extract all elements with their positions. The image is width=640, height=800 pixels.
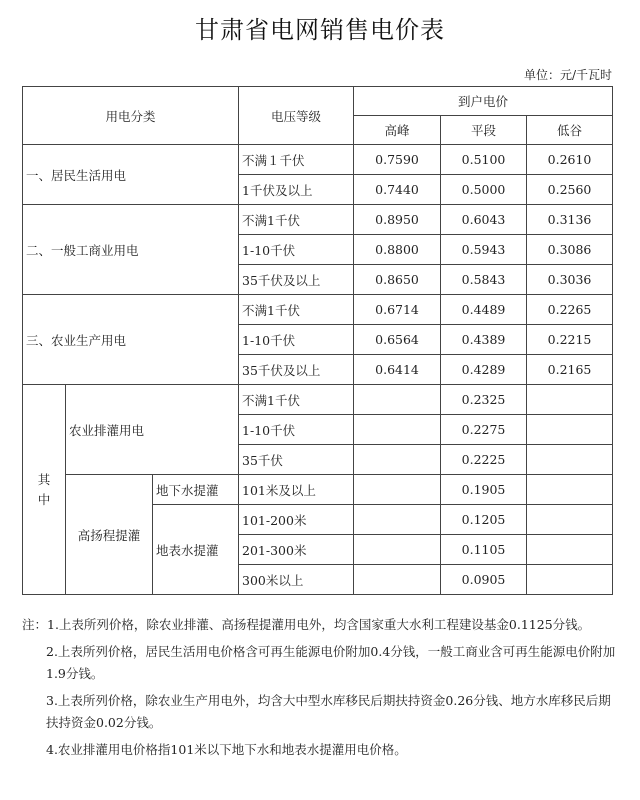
empty-cell: [527, 445, 613, 475]
header-peak: 高峰: [354, 116, 441, 145]
empty-cell: [527, 415, 613, 445]
flat-price-cell: 0.0905: [441, 565, 527, 595]
table-row: [23, 145, 613, 175]
header-category: 用电分类: [23, 87, 239, 145]
voltage-cell: 不满１千伏: [239, 145, 354, 175]
valley-price-cell: 0.2610: [527, 145, 613, 175]
irrigation-category-cell: 农业排灌用电: [66, 385, 239, 475]
header-price-group: 到户电价: [354, 87, 613, 116]
empty-cell: [354, 415, 441, 445]
price-table: [22, 86, 613, 595]
surface-subcategory-cell: 地表水提灌: [153, 505, 239, 595]
empty-cell: [527, 505, 613, 535]
empty-cell: [354, 505, 441, 535]
note-item: 注：1.上表所列价格，除农业排灌、高扬程提灌用电外，均含国家重大水利工程建设基金0.1125分钱。: [22, 617, 591, 632]
flat-price-cell: 0.4389: [441, 325, 527, 355]
table-row: [23, 385, 613, 415]
flat-price-cell: 0.5943: [441, 235, 527, 265]
flat-price-cell: 0.5000: [441, 175, 527, 205]
note-item: 4.农业排灌用电价格指101米以下地下水和地表水提灌用电价格。: [46, 742, 407, 757]
voltage-cell: 101米及以上: [239, 475, 354, 505]
flat-price-cell: 0.2225: [441, 445, 527, 475]
voltage-cell: 1-10千伏: [239, 415, 354, 445]
header-flat: 平段: [441, 116, 527, 145]
table-row: [23, 475, 613, 505]
valley-price-cell: 0.2165: [527, 355, 613, 385]
empty-cell: [527, 565, 613, 595]
note-item: 2.上表所列价格，居民生活用电价格含可再生能源电价附加0.4分钱，一般工商业含可再生能源电价附加1.9分钱。: [46, 644, 616, 681]
voltage-cell: 300米以上: [239, 565, 354, 595]
empty-cell: [527, 475, 613, 505]
valley-price-cell: 0.2265: [527, 295, 613, 325]
flat-price-cell: 0.4489: [441, 295, 527, 325]
peak-price-cell: 0.6414: [354, 355, 441, 385]
voltage-cell: 35千伏: [239, 445, 354, 475]
voltage-cell: 35千伏及以上: [239, 265, 354, 295]
qizhong-label-cell: [23, 385, 66, 595]
empty-cell: [354, 535, 441, 565]
category-cell: 三、农业生产用电: [23, 295, 239, 385]
voltage-cell: 35千伏及以上: [239, 355, 354, 385]
flat-price-cell: 0.1205: [441, 505, 527, 535]
flat-price-cell: 0.6043: [441, 205, 527, 235]
high-lift-category-cell: 高扬程提灌: [66, 475, 153, 595]
flat-price-cell: 0.2275: [441, 415, 527, 445]
qizhong-char: 中: [37, 491, 51, 507]
flat-price-cell: 0.5843: [441, 265, 527, 295]
category-cell: 一、居民生活用电: [23, 145, 239, 205]
empty-cell: [354, 385, 441, 415]
peak-price-cell: 0.6564: [354, 325, 441, 355]
voltage-cell: 不满1千伏: [239, 385, 354, 415]
voltage-cell: 1-10千伏: [239, 235, 354, 265]
empty-cell: [527, 385, 613, 415]
page-title: 甘肃省电网销售电价表: [195, 16, 445, 44]
voltage-cell: 不满1千伏: [239, 205, 354, 235]
valley-price-cell: 0.3136: [527, 205, 613, 235]
groundwater-subcategory-cell: 地下水提灌: [153, 475, 239, 505]
category-cell: 二、一般工商业用电: [23, 205, 239, 295]
empty-cell: [527, 535, 613, 565]
voltage-cell: 不满1千伏: [239, 295, 354, 325]
peak-price-cell: 0.8800: [354, 235, 441, 265]
notes-section: [22, 614, 618, 766]
note-item: 3.上表所列价格，除农业生产用电外，均含大中型水库移民后期扶持资金0.26分钱、地方水库移民后期扶持资金0.02分钱。: [46, 693, 611, 730]
flat-price-cell: 0.1105: [441, 535, 527, 565]
header-row: [23, 87, 613, 116]
voltage-cell: 201-300米: [239, 535, 354, 565]
valley-price-cell: 0.3036: [527, 265, 613, 295]
flat-price-cell: 0.4289: [441, 355, 527, 385]
peak-price-cell: 0.8950: [354, 205, 441, 235]
empty-cell: [354, 565, 441, 595]
empty-cell: [354, 445, 441, 475]
valley-price-cell: 0.3086: [527, 235, 613, 265]
flat-price-cell: 0.1905: [441, 475, 527, 505]
valley-price-cell: 0.2215: [527, 325, 613, 355]
peak-price-cell: 0.6714: [354, 295, 441, 325]
voltage-cell: 101-200米: [239, 505, 354, 535]
header-valley: 低谷: [527, 116, 613, 145]
table-row: [23, 205, 613, 235]
flat-price-cell: 0.5100: [441, 145, 527, 175]
flat-price-cell: 0.2325: [441, 385, 527, 415]
peak-price-cell: 0.8650: [354, 265, 441, 295]
qizhong-char: 其: [37, 471, 51, 487]
table-row: [23, 295, 613, 325]
empty-cell: [354, 475, 441, 505]
peak-price-cell: 0.7440: [354, 175, 441, 205]
peak-price-cell: 0.7590: [354, 145, 441, 175]
voltage-cell: 1-10千伏: [239, 325, 354, 355]
valley-price-cell: 0.2560: [527, 175, 613, 205]
voltage-cell: 1千伏及以上: [239, 175, 354, 205]
header-voltage: 电压等级: [239, 87, 354, 145]
unit-label: 单位：元/千瓦时: [523, 68, 612, 82]
